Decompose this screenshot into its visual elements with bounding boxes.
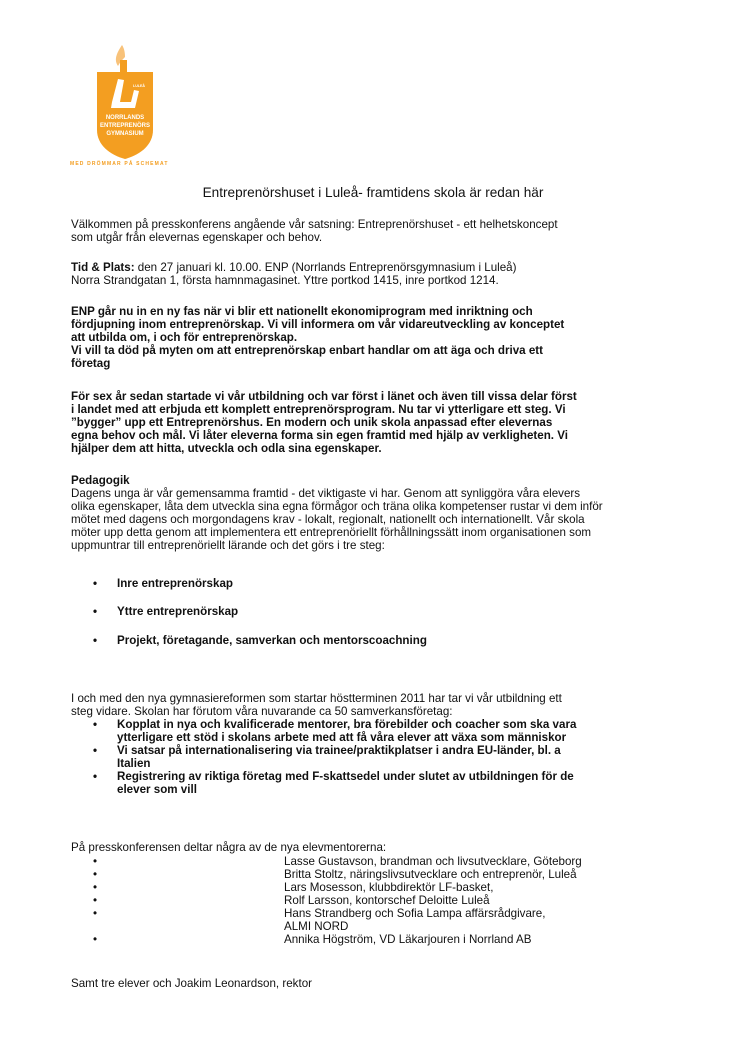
text-line: egna behov och mål. Vi låter eleverna forma sin egen framtid med hjälp av verkligheten. Vi [71,429,568,442]
text-line: ENP går nu in en ny fas när vi blir ett nationellt ekonomiprogram med inriktning och [71,305,533,318]
participant-item [71,881,681,894]
list-item-text: Projekt, företagande, samverkan och mentorscoachning [117,634,427,647]
text-line: ”bygger” upp ett Entreprenörshus. En modern och unik skola anpassad efter elevernas [71,416,553,429]
list-item-text: Yttre entreprenörskap [117,605,239,618]
bullet-icon: • [93,744,98,757]
participants-list [71,855,681,946]
text-line: steg vidare. Skolan har förutom våra nuvarande ca 50 samverkansföretag: [71,705,453,718]
bullet-icon: • [93,634,98,647]
time-place-label: Tid & Plats: [71,261,135,274]
participant-name: Lasse Gustavson, brandman och livsutvecklare, Göteborg [284,855,582,868]
bullet-icon: • [93,770,98,783]
text-line: i landet med att erbjuda ett komplett entreprenörsprogram. Nu tar vi ytterligare ett steg. Vi [71,403,566,416]
text-line: fördjupning inom entreprenörskap. Vi vill informera om vår vidareutveckling av konceptet [71,318,565,331]
participant-name: Rolf Larsson, kontorschef Deloitte Luleå [284,894,490,907]
participant-name-line: ALMI NORD [284,920,349,933]
text-line: Vi vill ta död på myten om att entreprenörskap enbart handlar om att äga och driva ett [71,344,544,357]
bullet-icon: • [93,881,98,894]
participant-name-line: Hans Strandberg och Sofia Lampa affärsrådgivare, [284,907,546,920]
pedagogik-section [71,474,681,552]
intro-line: Välkommen på presskonferens angående vår satsning: Entreprenörshuset - ett helhetskoncept [71,218,558,231]
logo-emblem-icon [70,42,180,167]
intro-line: som utgår från elevernas egenskaper och behov. [71,231,323,244]
bullet-icon: • [93,577,98,590]
list-item [71,718,681,744]
svg-text:ENTREPRENÖRS: ENTREPRENÖRS [99,123,151,129]
school-logo [70,42,180,172]
list-item-text: Kopplat in nya och kvalificerade mentorer, bra förebilder och coacher som ska vara [117,718,577,731]
participant-item [71,933,681,946]
intro-paragraph [71,218,681,244]
participant-item [71,855,681,868]
page-title: Entreprenörshuset i Luleå- framtidens skola är redan här [202,185,544,200]
text-line: I och med den nya gymnasiereformen som startar höstterminen 2011 har tar vi vår utbildning ett [71,692,562,705]
list-item-text: Registrering av riktiga företag med F-skattsedel under slutet av utbildningen för de [117,770,574,783]
section-heading: Pedagogik [71,474,130,487]
steps-list [71,577,681,647]
text-line: att utbilda om, i och för entreprenörskap. [71,331,298,344]
list-item [71,770,681,796]
list-item [71,744,681,770]
text-line: Dagens unga är vår gemensamma framtid - det viktigaste vi har. Genom att synliggöra våra elevers [71,487,581,500]
announcement-paragraph [71,305,681,370]
text-line: uppmuntrar till entreprenöriellt lärande och det görs i tre steg: [71,539,385,552]
reform-points-list [71,718,681,796]
bullet-icon: • [93,855,98,868]
bullet-icon: • [93,907,98,920]
list-item-text: ytterligare ett stöd i skolans arbete med att få våra elever att växa som människor [117,731,567,744]
svg-text:LULEÅ: LULEÅ [133,84,145,88]
participants-intro: På presskonferensen deltar några av de nya elevmentorerna: [71,841,387,854]
participant-name [284,907,614,933]
text-line: mötet med dagens och morgondagens krav - lokalt, regionalt, nationellt och internationellt. Vår skola [71,513,585,526]
text-line: För sex år sedan startade vi vår utbildning och var först i länet och även till vissa delar först [71,390,577,403]
logo-tagline: MED DRÖMMAR PÅ SCHEMAT [70,161,169,167]
participant-name: Britta Stoltz, näringslivsutvecklare och entreprenör, Luleå [284,868,577,881]
time-place-value: den 27 januari kl. 10.00. ENP (Norrlands Entreprenörsgymnasium i Luleå) [134,261,517,274]
svg-text:GYMNASIUM: GYMNASIUM [106,131,144,137]
text-line: hjälper dem att hitta, utveckla och odla sina egenskaper. [71,442,382,455]
bullet-icon: • [93,605,98,618]
bullet-icon: • [93,933,98,946]
svg-text:NORRLANDS: NORRLANDS [105,115,145,121]
list-item [71,605,681,634]
history-paragraph [71,390,681,455]
participant-item [71,894,681,907]
text-line: möter upp detta genom att implementera ett entreprenöriellt förhållningssätt inom organisationen som [71,526,592,539]
time-place-paragraph [71,261,681,287]
participant-name: Annika Högström, VD Läkarjouren i Norrland AB [284,933,532,946]
time-place-line [71,261,681,274]
closing-line: Samt tre elever och Joakim Leonardson, rektor [71,977,313,990]
participant-item [71,868,681,881]
list-item-text: elever som vill [117,783,197,796]
bullet-icon: • [93,868,98,881]
list-item-text: Italien [117,757,151,770]
list-item-text: Vi satsar på internationalisering via trainee/praktikplatser i andra EU-länder, bl. a [117,744,561,757]
bullet-icon: • [93,718,98,731]
bullet-icon: • [93,894,98,907]
list-item [71,577,681,605]
text-line: företag [71,357,111,370]
participant-name: Lars Mosesson, klubbdirektör LF-basket, [284,881,494,894]
list-item [71,634,681,647]
reform-paragraph [71,692,681,718]
text-line: olika egenskaper, låta dem utveckla sina egna förmågor och träna olika kompetenser rustar vi dem inför [71,500,603,513]
time-place-line: Norra Strandgatan 1, första hamnmagasinet. Yttre portkod 1415, inre portkod 1214. [71,274,499,287]
participant-item [71,907,681,933]
list-item-text: Inre entreprenörskap [117,577,233,590]
